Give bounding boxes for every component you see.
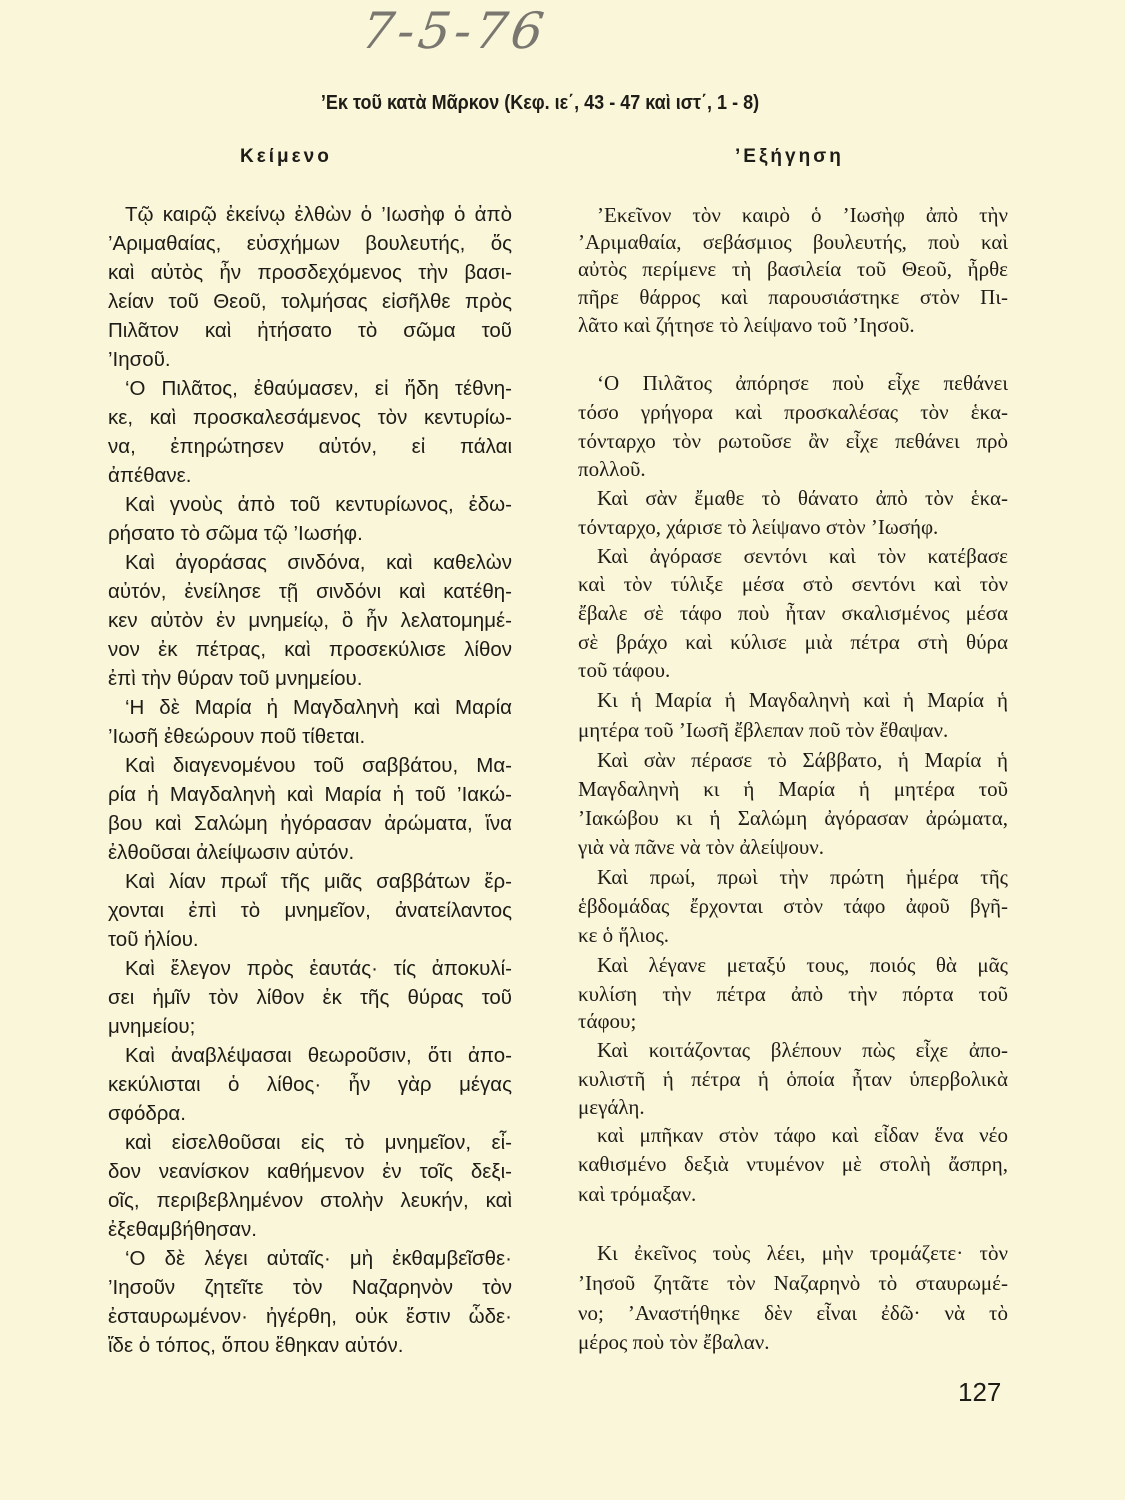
text-line: Κι ἐκεῖνος τοὺς λέει, μὴν τρομάζετε· τὸν bbox=[597, 1241, 1008, 1265]
text-line: τοῦ τάφου. bbox=[578, 658, 671, 682]
text-line: λείαν τοῦ Θεοῦ, τολμήσας εἰσῆλθε πρὸς bbox=[108, 290, 512, 313]
text-line: ἴδε ὁ τόπος, ὅπου ἔθηκαν αὐτόν. bbox=[108, 1334, 404, 1357]
text-line: ’Αριμαθαία, σεβάσμιος βουλευτής, ποὺ καὶ bbox=[578, 230, 1008, 254]
text-line: ’Ιησοῦ. bbox=[108, 348, 171, 371]
text-line: κεκύλισται ὁ λίθος· ἦν γὰρ μέγας bbox=[108, 1073, 512, 1096]
text-line: ἔβαλε σὲ τάφο ποὺ ἦταν σκαλισμένος μέσα bbox=[578, 601, 1008, 625]
text-line: οῖς, περιβεβλημένον στολὴν λευκήν, καὶ bbox=[108, 1189, 512, 1212]
text-line: καὶ τὸν τύλιξε μέσα στὸ σεντόνι καὶ τὸν bbox=[578, 572, 1008, 596]
left-column-heading: Κείμενο bbox=[240, 146, 332, 167]
text-line: σφόδρα. bbox=[108, 1102, 186, 1125]
text-line: Καὶ λέγανε μεταξύ τους, ποιός θὰ μᾶς bbox=[597, 953, 1008, 977]
text-line: Κι ἡ Μαρία ἡ Μαγδαληνὴ καὶ ἡ Μαρία ἡ bbox=[597, 688, 1008, 712]
text-line: κεν αὐτὸν ἐν μνημείῳ, ὃ ἦν λελατομημέ- bbox=[108, 609, 512, 632]
handwritten-date: 7-5-76 bbox=[357, 2, 552, 60]
text-line: χονται ἐπὶ τὸ μνημεῖον, ἀνατείλαντος bbox=[108, 899, 512, 922]
text-line: μητέρα τοῦ ’Ιωσῆ ἔβλεπαν ποῦ τὸν ἔθαψαν. bbox=[578, 718, 949, 742]
text-line: καὶ αὐτὸς ἦν προσδεχόμενος τὴν βασι- bbox=[108, 261, 512, 284]
text-line: νο; ’Αναστήθηκε δὲν εἶναι ἐδῶ· νὰ τὸ bbox=[578, 1301, 1008, 1325]
text-line: ρήσατο τὸ σῶμα τῷ ’Ιωσήφ. bbox=[108, 522, 363, 545]
page-number: 127 bbox=[958, 1377, 1002, 1407]
text-line: αὐτόν, ἐνείλησε τῇ σινδόνι καὶ κατέθη- bbox=[108, 580, 512, 603]
text-line: μέρος ποὺ τὸν ἔβαλαν. bbox=[578, 1330, 770, 1354]
text-line: βου καὶ Σαλώμη ἠγόρασαν ἀρώματα, ἵνα bbox=[108, 812, 512, 835]
right-column-heading: ’Εξήγηση bbox=[735, 146, 844, 167]
text-line: ἐξεθαμβήθησαν. bbox=[108, 1218, 257, 1241]
text-line: να, ἐπηρώτησεν αὐτόν, εἰ πάλαι bbox=[108, 435, 512, 458]
text-line: δον νεανίσκον καθήμενον ἐν τοῖς δεξι- bbox=[108, 1160, 512, 1183]
text-line: ’Ιωσῆ ἐθεώρουν ποῦ τίθεται. bbox=[108, 725, 366, 748]
text-line: καὶ μπῆκαν στὸν τάφο καὶ εἶδαν ἕνα νέο bbox=[597, 1123, 1008, 1147]
text-line: ἑβδομάδας ἔρχονται στὸν τάφο ἀφοῦ βγῆ- bbox=[578, 894, 1008, 918]
text-line: νον ἐκ πέτρας, καὶ προσεκύλισε λίθον bbox=[108, 638, 512, 661]
text-line: τοῦ ἡλίου. bbox=[108, 928, 199, 951]
text-line: ’Ιακώβου κι ἡ Σαλώμη ἀγόρασαν ἀρώματα, bbox=[578, 806, 1008, 830]
text-line: Καὶ κοιτάζοντας βλέπουν πὼς εἶχε ἀπο- bbox=[597, 1038, 1008, 1062]
text-line: Καὶ διαγενομένου τοῦ σαββάτου, Μα- bbox=[125, 754, 512, 777]
text-line: Καὶ ἀναβλέψασαι θεωροῦσιν, ὅτι ἀπο- bbox=[125, 1044, 512, 1067]
text-line: καὶ τρόμαξαν. bbox=[578, 1182, 697, 1206]
text-line: πῆρε θάρρος καὶ παρουσιάστηκε στὸν Πι- bbox=[578, 285, 1008, 309]
text-line: ‘Ο δὲ λέγει αὐταῖς· μὴ ἐκθαμβεῖσθε· bbox=[125, 1247, 512, 1270]
text-line: Καὶ σὰν πέρασε τὸ Σάββατο, ἡ Μαρία ἡ bbox=[597, 748, 1008, 772]
text-line: γιὰ νὰ πᾶνε νὰ τὸν ἀλείψουν. bbox=[578, 835, 824, 859]
text-line: ἐσταυρωμένον· ἠγέρθη, οὐκ ἔστιν ὧδε· bbox=[108, 1305, 512, 1328]
text-line: Καὶ γνοὺς ἀπὸ τοῦ κεντυρίωνος, ἐδω- bbox=[125, 493, 512, 516]
text-line: λᾶτο καὶ ζήτησε τὸ λείψανο τοῦ ’Ιησοῦ. bbox=[578, 313, 915, 337]
text-line: αὐτὸς περίμενε τὴ βασιλεία τοῦ Θεοῦ, ἦρθε bbox=[578, 257, 1008, 281]
text-line: σὲ βράχο καὶ κύλισε μιὰ πέτρα στὴ θύρα bbox=[578, 630, 1008, 654]
text-line: καὶ εἰσελθοῦσαι εἰς τὸ μνημεῖον, εἶ- bbox=[125, 1131, 512, 1154]
text-line: κε ὁ ἥλιος. bbox=[578, 923, 670, 947]
text-line: τόνταρχο, χάρισε τὸ λείψανο στὸν ’Ιωσήφ. bbox=[578, 515, 939, 539]
text-line: Μαγδαληνὴ κι ἡ Μαρία ἡ μητέρα τοῦ bbox=[578, 777, 1008, 801]
text-line: κυλιστῆ ἡ πέτρα ἡ ὁποία ἦταν ὑπερβολικὰ bbox=[578, 1067, 1008, 1091]
text-line: ’Ιησοῦ ζητᾶτε τὸν Ναζαρηνὸ τὸ σταυρωμέ- bbox=[578, 1271, 1008, 1295]
text-line: ’Εκεῖνον τὸν καιρὸ ὁ ’Ιωσὴφ ἀπὸ τὴν bbox=[597, 203, 1008, 227]
text-line: ’Ιησοῦν ζητεῖτε τὸν Ναζαρηνὸν τὸν bbox=[108, 1276, 512, 1299]
text-line: Καὶ λίαν πρωΐ τῆς μιᾶς σαββάτων ἔρ- bbox=[125, 870, 512, 893]
text-line: τόσο γρήγορα καὶ προσκαλέσας τὸν ἑκα- bbox=[578, 400, 1008, 424]
text-line: Καὶ σὰν ἔμαθε τὸ θάνατο ἀπὸ τὸν ἑκα- bbox=[597, 486, 1008, 510]
text-line: κυλίση τὴν πέτρα ἀπὸ τὴν πόρτα τοῦ bbox=[578, 982, 1008, 1006]
text-line: τόνταρχο τὸν ρωτοῦσε ἂν εἶχε πεθάνει πρὸ bbox=[578, 429, 1008, 453]
text-line: τάφου; bbox=[578, 1009, 637, 1033]
text-line: Καὶ ἀγόρασε σεντόνι καὶ τὸν κατέβασε bbox=[597, 544, 1008, 568]
text-line: μεγάλη. bbox=[578, 1095, 645, 1119]
text-line: σει ἡμῖν τὸν λίθον ἐκ τῆς θύρας τοῦ bbox=[108, 986, 512, 1009]
text-line: ‘Ο Πιλᾶτος ἀπόρησε ποὺ εἶχε πεθάνει bbox=[597, 371, 1008, 395]
text-line: ‘Ο Πιλᾶτος, ἐθαύμασεν, εἰ ἤδη τέθνη- bbox=[125, 377, 512, 400]
text-line: κε, καὶ προσκαλεσάμενος τὸν κεντυρίω- bbox=[108, 406, 512, 429]
text-line: Καὶ πρωί, πρωὶ τὴν πρώτη ἡμέρα τῆς bbox=[597, 865, 1008, 889]
text-line: ‘Η δὲ Μαρία ἡ Μαγδαληνὴ καὶ Μαρία bbox=[125, 696, 512, 719]
text-line: Πιλᾶτον καὶ ἠτήσατο τὸ σῶμα τοῦ bbox=[108, 319, 512, 342]
text-line: μνημείου; bbox=[108, 1015, 196, 1038]
page-title: ’Εκ τοῦ κατὰ Μᾶρκον (Κεφ. ιε΄, 43 - 47 καὶ ιστ΄, 1 - 8) bbox=[320, 92, 760, 114]
text-line: ρία ἡ Μαγδαληνὴ καὶ Μαρία ἡ τοῦ ’Ιακώ- bbox=[108, 783, 512, 806]
text-line: Τῷ καιρῷ ἐκείνῳ ἐλθὼν ὁ ’Ιωσὴφ ὁ ἀπὸ bbox=[125, 203, 512, 226]
text-line: πολλοῦ. bbox=[578, 457, 646, 481]
text-line: καθισμένο δεξιὰ ντυμένον μὲ στολὴ ἄσπρη, bbox=[578, 1152, 1008, 1176]
text-line: ἐλθοῦσαι ἀλείψωσιν αὐτόν. bbox=[108, 841, 355, 864]
text-line: ’Αριμαθαίας, εὐσχήμων βουλευτής, ὅς bbox=[108, 232, 512, 255]
text-line: Καὶ ἀγοράσας σινδόνα, καὶ καθελὼν bbox=[125, 551, 512, 574]
text-line: Καὶ ἔλεγον πρὸς ἑαυτάς· τίς ἀποκυλί- bbox=[125, 957, 512, 980]
text-line: ἀπέθανε. bbox=[108, 464, 192, 487]
text-line: ἐπὶ τὴν θύραν τοῦ μνημείου. bbox=[108, 667, 363, 690]
